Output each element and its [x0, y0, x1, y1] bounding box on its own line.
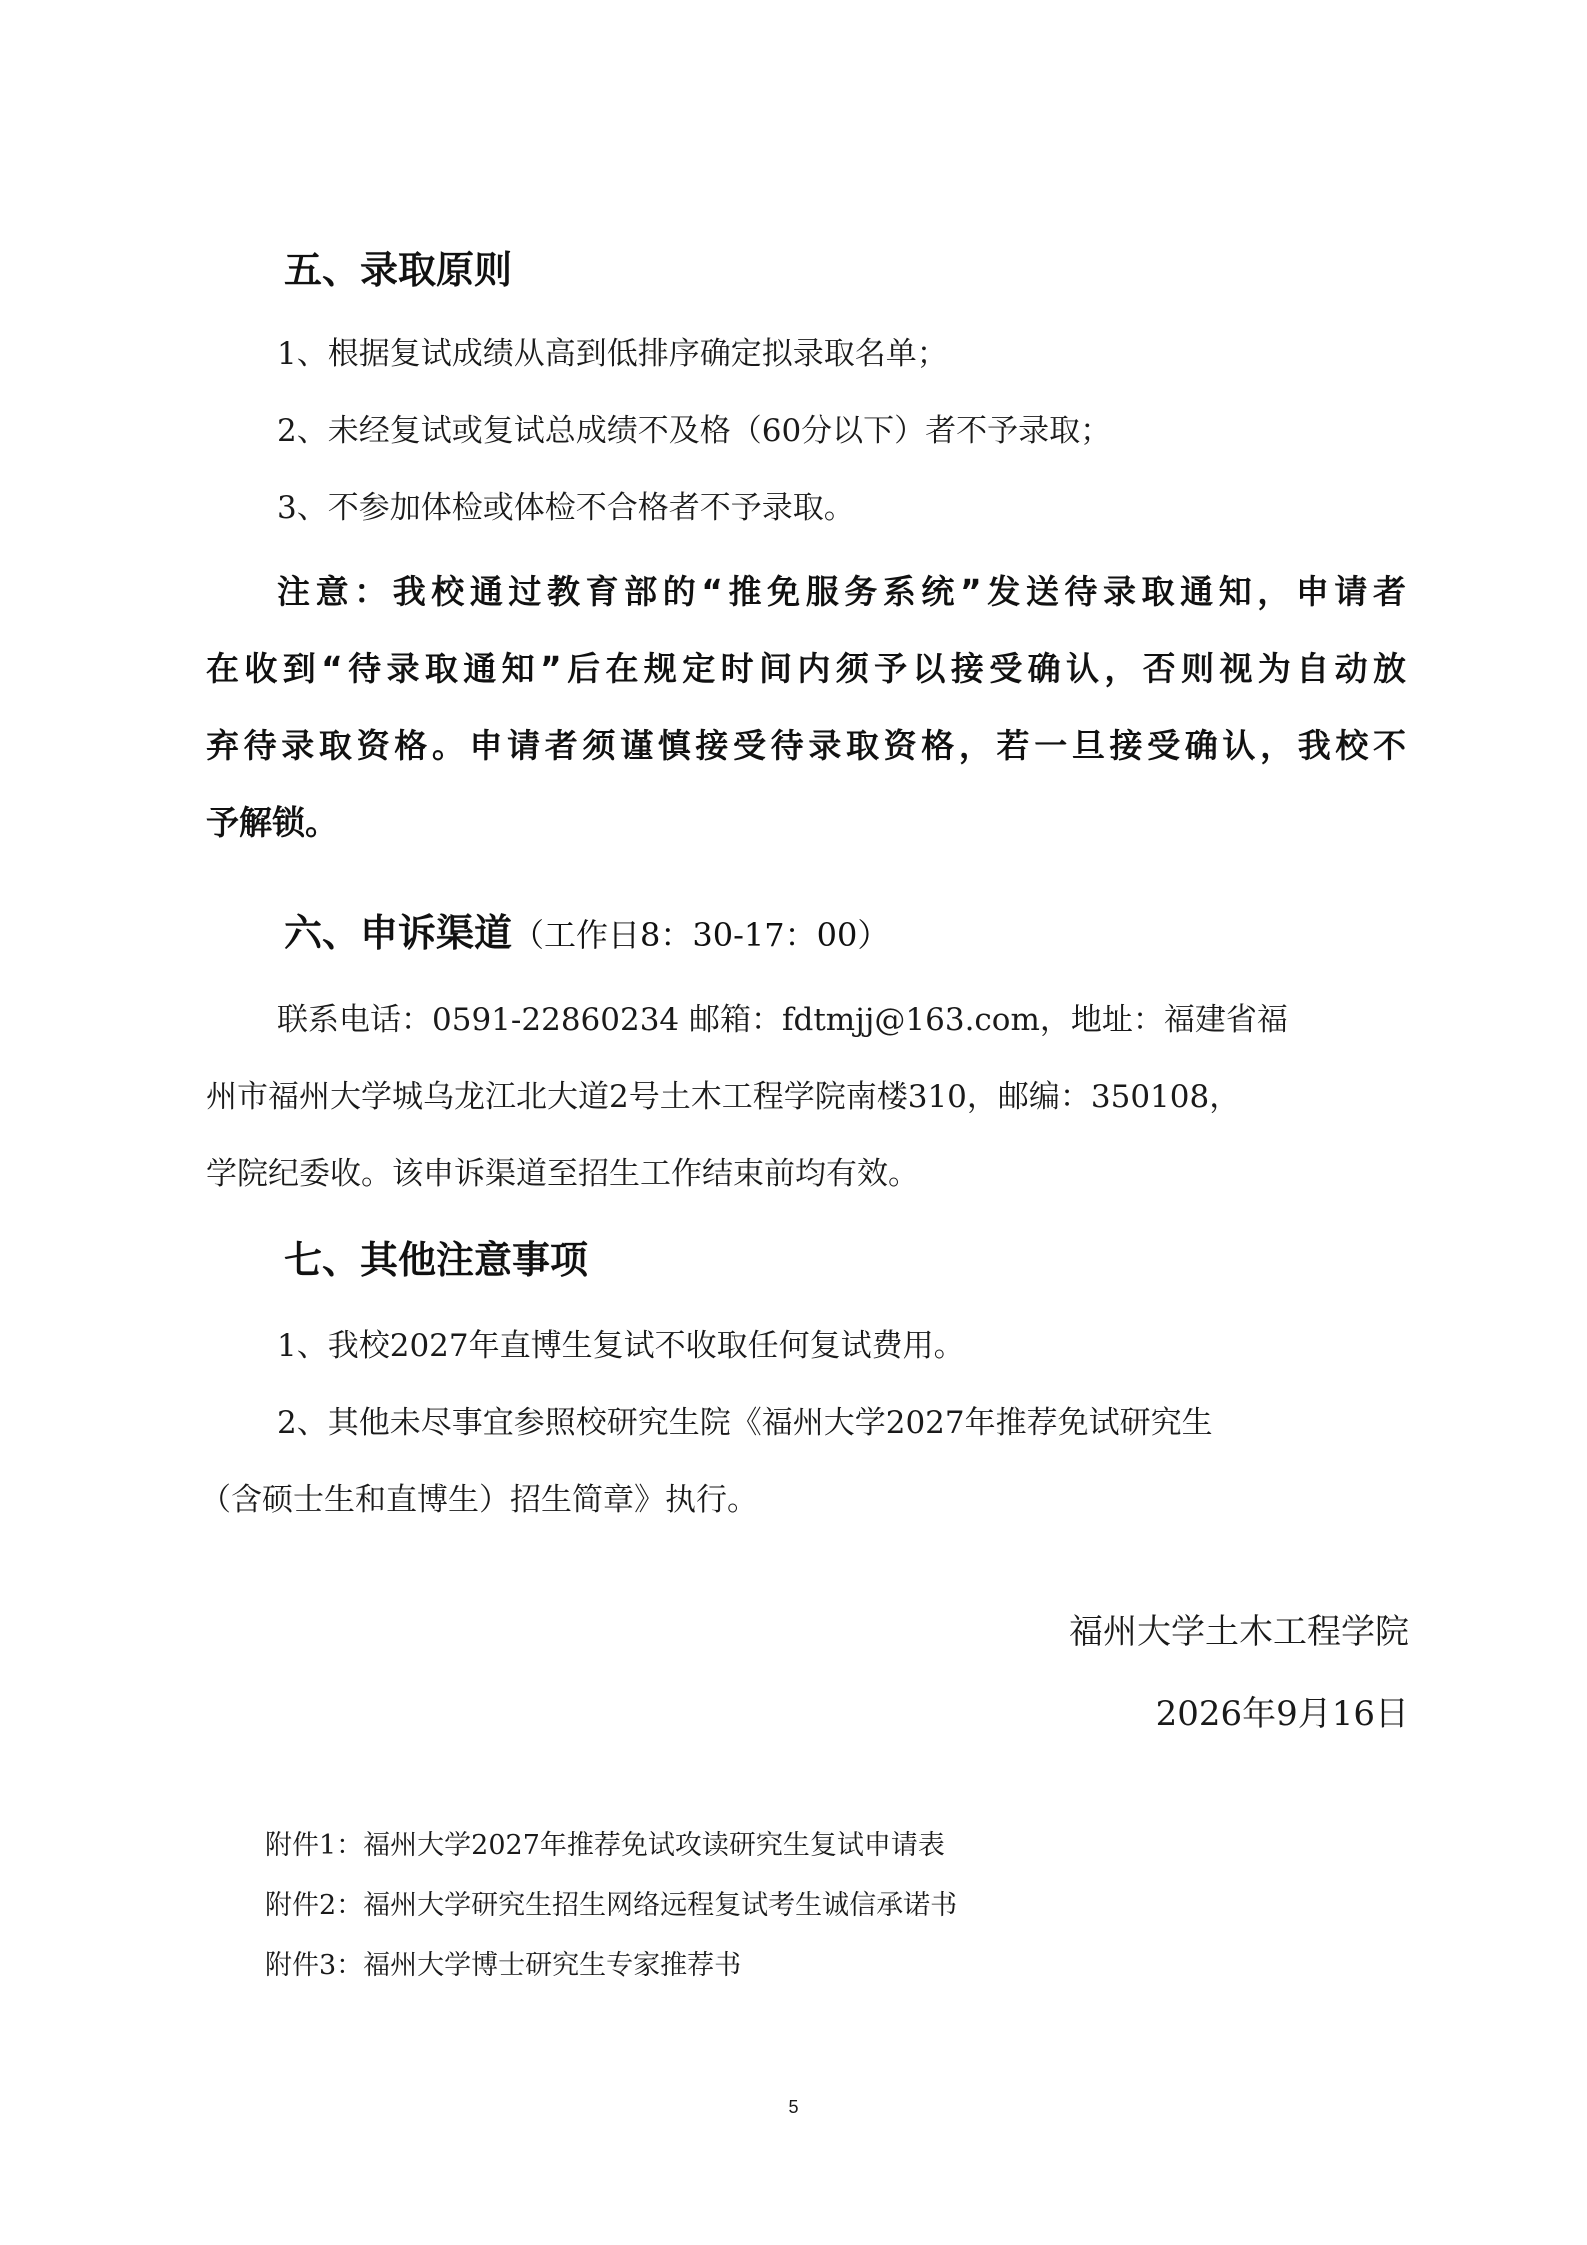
section-5-item-3: 3、不参加体检或体检不合格者不予录取。: [277, 490, 855, 526]
appeal-contact-line-1: 联系电话：0591-22860234 邮箱：fdtmjj@163.com，地址：福建省福: [277, 1002, 1288, 1038]
page-number: 5: [788, 2097, 799, 2117]
admission-notice: [206, 568, 1406, 847]
section-5-item-1: 1、根据复试成绩从高到低排序确定拟录取名单；: [277, 336, 948, 372]
admission-notice-line-1: 注意：我校通过教育部的“推免服务系统”发送待录取通知，申请者: [277, 572, 1406, 611]
signature-date: 2026年9月16日: [1155, 1694, 1409, 1734]
section-5-item-2: 2、未经复试或复试总成绩不及格（60分以下）者不予录取；: [277, 413, 1112, 449]
admission-notice-line-3: 弃待录取资格。申请者须谨慎接受待录取资格，若一旦接受确认，我校不: [206, 726, 1406, 765]
section-7-heading: 七、其他注意事项: [284, 1238, 589, 1282]
section-7-item-2-line-1: 2、其他未尽事宜参照校研究生院《福州大学2027年推荐免试研究生: [277, 1405, 1213, 1441]
attachment-2: 附件2：福州大学研究生招生网络远程复试考生诚信承诺书: [265, 1890, 958, 1921]
section-6-heading: [284, 909, 889, 959]
section-6-title: 六、申诉渠道: [284, 911, 513, 955]
section-5-heading: 五、录取原则: [284, 248, 513, 292]
section-7-item-1: 1、我校2027年直博生复试不收取任何复试费用。: [277, 1328, 965, 1364]
admission-notice-line-2: 在收到“待录取通知”后在规定时间内须予以接受确认，否则视为自动放: [206, 649, 1406, 688]
section-6-hours: （工作日8：30-17：00）: [512, 916, 890, 954]
signature-org: 福州大学土木工程学院: [1069, 1612, 1409, 1652]
attachment-3: 附件3：福州大学博士研究生专家推荐书: [265, 1950, 742, 1981]
appeal-contact-line-2: 州市福州大学城乌龙江北大道2号土木工程学院南楼310，邮编：350108，: [206, 1079, 1241, 1115]
attachment-1: 附件1：福州大学2027年推荐免试攻读研究生复试申请表: [265, 1830, 945, 1861]
appeal-contact-line-3: 学院纪委收。该申诉渠道至招生工作结束前均有效。: [206, 1156, 919, 1192]
admission-notice-line-4: 予解锁。: [206, 803, 338, 842]
section-7-item-2-line-2: （含硕士生和直博生）招生简章》执行。: [200, 1482, 758, 1518]
